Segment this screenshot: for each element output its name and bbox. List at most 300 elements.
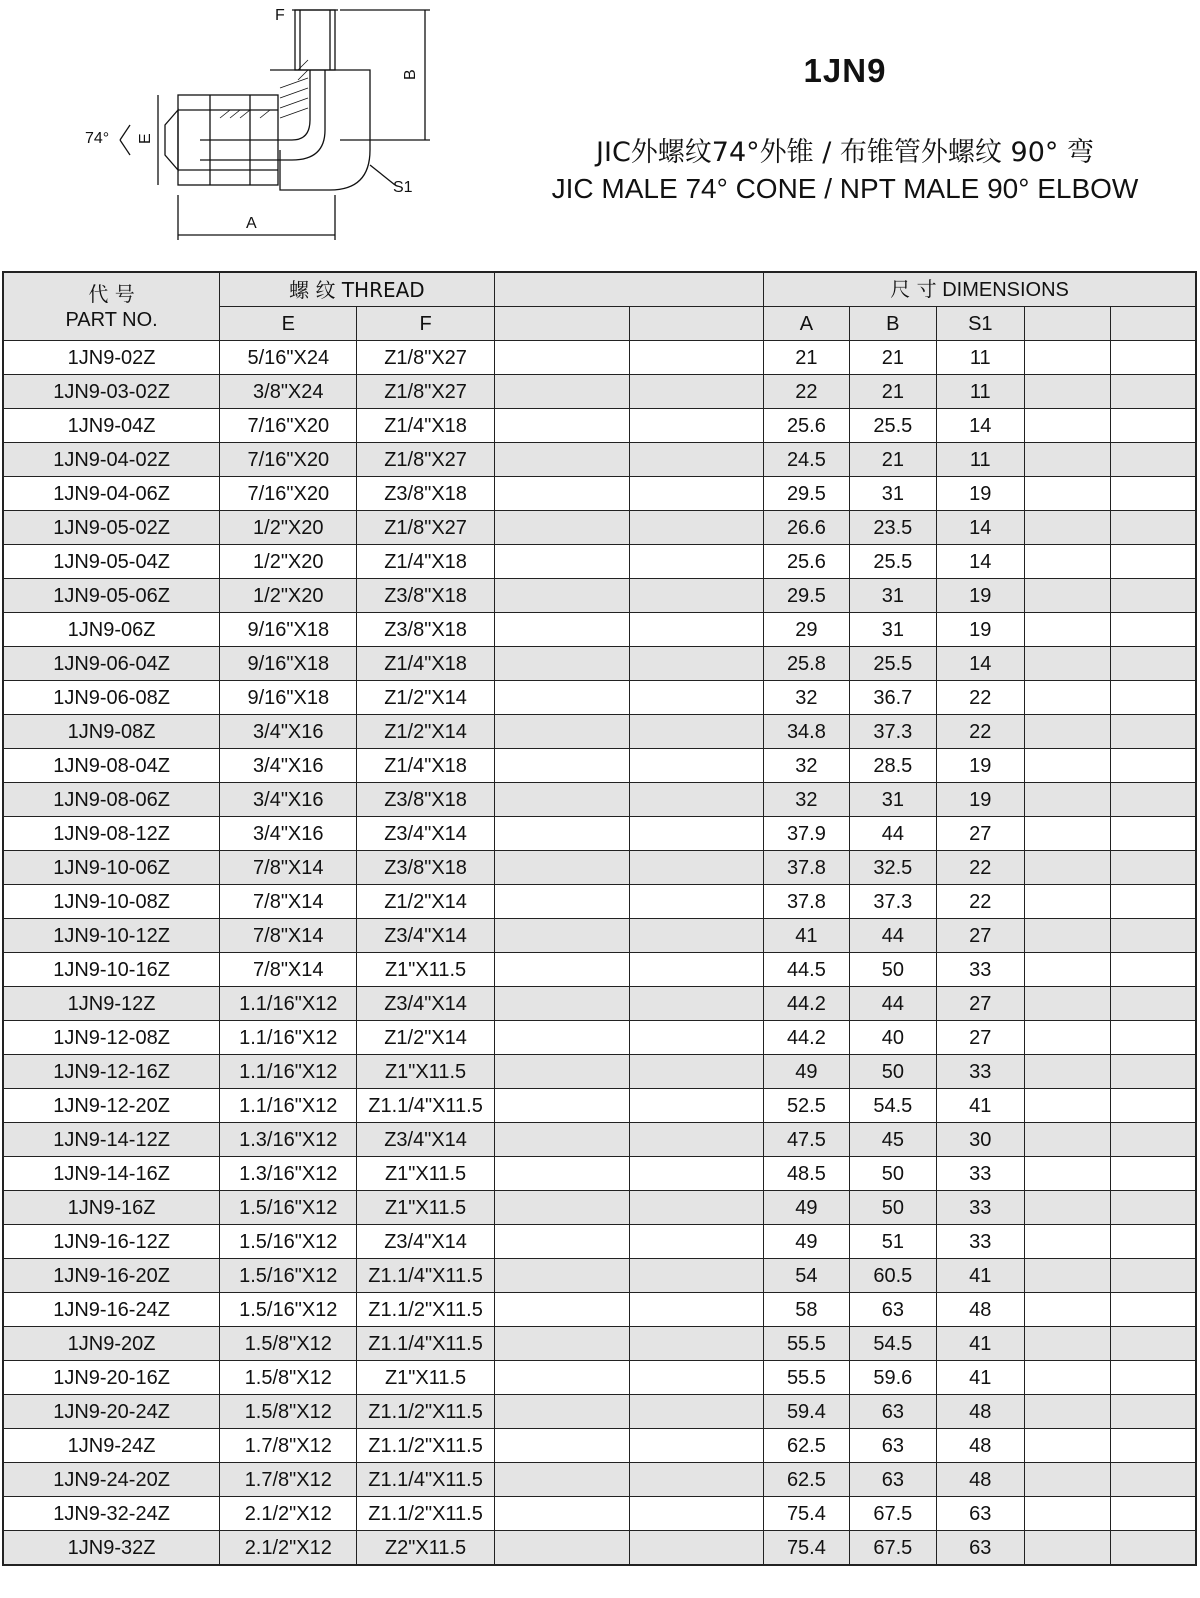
cell-part-no: 1JN9-10-12Z	[3, 919, 220, 953]
cell-part-no: 1JN9-04-06Z	[3, 477, 220, 511]
cell-blank	[629, 341, 763, 375]
cell-a: 32	[764, 783, 849, 817]
cell-blank	[1110, 1429, 1196, 1463]
cell-blank	[1024, 1225, 1110, 1259]
table-row	[3, 885, 1196, 919]
cell-b: 50	[849, 1055, 936, 1089]
cell-blank	[494, 783, 629, 817]
cell-f: Z1/2"X14	[357, 885, 494, 919]
cell-blank	[1024, 1259, 1110, 1293]
cell-f: Z1/2"X14	[357, 715, 494, 749]
cell-a: 75.4	[764, 1497, 849, 1531]
cell-blank	[1110, 749, 1196, 783]
cell-b: 63	[849, 1293, 936, 1327]
cell-b: 45	[849, 1123, 936, 1157]
cell-b: 63	[849, 1395, 936, 1429]
cell-s1: 22	[937, 885, 1024, 919]
title-block	[520, 52, 1170, 205]
cell-b: 25.5	[849, 647, 936, 681]
cell-f: Z1.1/4"X11.5	[357, 1089, 494, 1123]
cell-b: 36.7	[849, 681, 936, 715]
cell-blank	[1110, 477, 1196, 511]
cell-blank	[494, 1259, 629, 1293]
cell-blank	[494, 749, 629, 783]
cell-s1: 48	[937, 1463, 1024, 1497]
cell-s1: 48	[937, 1293, 1024, 1327]
cell-blank	[629, 511, 763, 545]
cell-blank	[629, 1089, 763, 1123]
cell-blank	[1024, 341, 1110, 375]
cell-blank	[629, 1531, 763, 1566]
cell-b: 32.5	[849, 851, 936, 885]
header-part-no-en: PART NO.	[65, 308, 158, 331]
cell-e: 2.1/2"X12	[220, 1497, 357, 1531]
cell-b: 51	[849, 1225, 936, 1259]
cell-blank	[1110, 1531, 1196, 1566]
cell-blank	[1024, 1395, 1110, 1429]
cell-b: 67.5	[849, 1531, 936, 1566]
cell-blank	[629, 919, 763, 953]
cell-a: 49	[764, 1191, 849, 1225]
table-row	[3, 783, 1196, 817]
cell-blank	[629, 681, 763, 715]
cell-s1: 14	[937, 511, 1024, 545]
label-b: B	[402, 69, 419, 80]
cell-blank	[1110, 1225, 1196, 1259]
cell-a: 34.8	[764, 715, 849, 749]
cell-s1: 48	[937, 1429, 1024, 1463]
cell-a: 44.2	[764, 987, 849, 1021]
cell-part-no: 1JN9-08Z	[3, 715, 220, 749]
cell-e: 7/8"X14	[220, 919, 357, 953]
cell-b: 63	[849, 1463, 936, 1497]
cell-b: 44	[849, 817, 936, 851]
cell-blank	[629, 1361, 763, 1395]
cell-blank	[629, 783, 763, 817]
cell-s1: 33	[937, 1191, 1024, 1225]
cell-e: 7/16"X20	[220, 409, 357, 443]
cell-e: 1.5/8"X12	[220, 1395, 357, 1429]
cell-blank	[1110, 647, 1196, 681]
table-row	[3, 477, 1196, 511]
table-row	[3, 1157, 1196, 1191]
cell-blank	[1024, 1463, 1110, 1497]
cell-part-no: 1JN9-14-16Z	[3, 1157, 220, 1191]
cell-a: 62.5	[764, 1429, 849, 1463]
cell-f: Z1"X11.5	[357, 1055, 494, 1089]
cell-b: 23.5	[849, 511, 936, 545]
cell-b: 40	[849, 1021, 936, 1055]
header-col-blank-2	[629, 307, 763, 341]
cell-blank	[494, 851, 629, 885]
cell-s1: 33	[937, 1055, 1024, 1089]
cell-a: 55.5	[764, 1361, 849, 1395]
table-row	[3, 919, 1196, 953]
cell-f: Z3/8"X18	[357, 613, 494, 647]
cell-blank	[629, 409, 763, 443]
cell-f: Z3/8"X18	[357, 477, 494, 511]
cell-part-no: 1JN9-16-20Z	[3, 1259, 220, 1293]
cell-blank	[1110, 1123, 1196, 1157]
cell-b: 37.3	[849, 715, 936, 749]
cell-s1: 33	[937, 1225, 1024, 1259]
cell-s1: 33	[937, 1157, 1024, 1191]
cell-blank	[1024, 953, 1110, 987]
fitting-drawing	[70, 0, 470, 250]
cell-e: 1.1/16"X12	[220, 987, 357, 1021]
cell-a: 25.6	[764, 409, 849, 443]
cell-blank	[629, 1395, 763, 1429]
cell-a: 54	[764, 1259, 849, 1293]
table-row	[3, 1055, 1196, 1089]
table-row	[3, 1497, 1196, 1531]
cell-blank	[1024, 715, 1110, 749]
cell-blank	[494, 1463, 629, 1497]
cell-s1: 33	[937, 953, 1024, 987]
cell-b: 50	[849, 953, 936, 987]
cell-blank	[1110, 1497, 1196, 1531]
cell-blank	[1024, 1021, 1110, 1055]
cell-blank	[1024, 1089, 1110, 1123]
cell-s1: 27	[937, 817, 1024, 851]
cell-blank	[1024, 477, 1110, 511]
cell-part-no: 1JN9-24-20Z	[3, 1463, 220, 1497]
cell-s1: 30	[937, 1123, 1024, 1157]
header-dimensions-group	[764, 272, 1196, 307]
header-col-a: A	[764, 307, 849, 341]
cell-s1: 63	[937, 1497, 1024, 1531]
cell-blank	[629, 545, 763, 579]
cell-f: Z1"X11.5	[357, 953, 494, 987]
cell-f: Z1/4"X18	[357, 409, 494, 443]
cell-blank	[1110, 1055, 1196, 1089]
cell-blank	[494, 1089, 629, 1123]
cell-e: 3/4"X16	[220, 817, 357, 851]
cell-blank	[494, 511, 629, 545]
cell-blank	[1110, 1021, 1196, 1055]
table-row	[3, 1361, 1196, 1395]
cell-blank	[1110, 783, 1196, 817]
cell-f: Z1/4"X18	[357, 545, 494, 579]
table-row	[3, 1429, 1196, 1463]
cell-blank	[494, 715, 629, 749]
cell-blank	[494, 1055, 629, 1089]
cell-blank	[494, 1361, 629, 1395]
label-a: A	[246, 215, 257, 232]
header-col-s1: S1	[937, 307, 1024, 341]
cell-a: 37.9	[764, 817, 849, 851]
cell-part-no: 1JN9-06-04Z	[3, 647, 220, 681]
cell-e: 7/16"X20	[220, 443, 357, 477]
cell-blank	[1024, 613, 1110, 647]
cell-blank	[629, 579, 763, 613]
header-part-no	[3, 272, 220, 341]
cell-b: 50	[849, 1157, 936, 1191]
cell-s1: 19	[937, 477, 1024, 511]
cell-e: 1.7/8"X12	[220, 1463, 357, 1497]
table-row	[3, 1123, 1196, 1157]
cell-blank	[494, 681, 629, 715]
cell-blank	[1110, 817, 1196, 851]
cell-blank	[1024, 511, 1110, 545]
cell-e: 9/16"X18	[220, 613, 357, 647]
cell-part-no: 1JN9-05-02Z	[3, 511, 220, 545]
table-row	[3, 1225, 1196, 1259]
table-row	[3, 1089, 1196, 1123]
cell-b: 21	[849, 341, 936, 375]
cell-blank	[1110, 613, 1196, 647]
cell-blank	[1110, 579, 1196, 613]
cell-e: 1/2"X20	[220, 511, 357, 545]
header-col-blank-1	[494, 307, 629, 341]
model-title: 1JN9	[803, 52, 887, 89]
cell-e: 1.7/8"X12	[220, 1429, 357, 1463]
table-body	[3, 341, 1196, 1566]
cell-blank	[1110, 1395, 1196, 1429]
cell-a: 44.2	[764, 1021, 849, 1055]
cell-blank	[494, 647, 629, 681]
cell-s1: 11	[937, 443, 1024, 477]
cell-blank	[1024, 1293, 1110, 1327]
cell-s1: 27	[937, 1021, 1024, 1055]
cell-part-no: 1JN9-08-04Z	[3, 749, 220, 783]
cell-e: 1.5/16"X12	[220, 1191, 357, 1225]
cell-s1: 14	[937, 545, 1024, 579]
cell-blank	[629, 1055, 763, 1089]
cell-blank	[1024, 1157, 1110, 1191]
cell-blank	[1110, 443, 1196, 477]
cell-s1: 63	[937, 1531, 1024, 1566]
cell-f: Z1/8"X27	[357, 375, 494, 409]
cone-tip	[165, 110, 178, 170]
cell-a: 47.5	[764, 1123, 849, 1157]
cell-f: Z1.1/2"X11.5	[357, 1293, 494, 1327]
cell-blank	[629, 1463, 763, 1497]
cell-part-no: 1JN9-12Z	[3, 987, 220, 1021]
cell-a: 29.5	[764, 579, 849, 613]
cell-blank	[629, 1293, 763, 1327]
cell-a: 25.6	[764, 545, 849, 579]
cell-part-no: 1JN9-04-02Z	[3, 443, 220, 477]
cell-blank	[1110, 953, 1196, 987]
cell-blank	[494, 1327, 629, 1361]
cell-blank	[629, 715, 763, 749]
cell-f: Z1"X11.5	[357, 1157, 494, 1191]
cell-blank	[1110, 511, 1196, 545]
table-row	[3, 817, 1196, 851]
cell-a: 29.5	[764, 477, 849, 511]
table-row	[3, 341, 1196, 375]
cell-e: 3/8"X24	[220, 375, 357, 409]
cell-blank	[1024, 443, 1110, 477]
cell-a: 22	[764, 375, 849, 409]
cell-blank	[1024, 375, 1110, 409]
cell-blank	[1110, 1361, 1196, 1395]
cell-a: 48.5	[764, 1157, 849, 1191]
label-f: F	[275, 7, 285, 24]
cell-f: Z1/8"X27	[357, 511, 494, 545]
cell-f: Z3/4"X14	[357, 1225, 494, 1259]
cell-blank	[494, 1497, 629, 1531]
cell-blank	[494, 1191, 629, 1225]
cell-s1: 27	[937, 919, 1024, 953]
cell-s1: 41	[937, 1327, 1024, 1361]
table-row	[3, 1293, 1196, 1327]
label-s1: S1	[393, 179, 413, 196]
cell-f: Z1"X11.5	[357, 1361, 494, 1395]
table-row	[3, 1259, 1196, 1293]
cell-e: 1.5/16"X12	[220, 1293, 357, 1327]
cell-blank	[494, 613, 629, 647]
subtitle-chinese: JIC外螺纹74°外锥 / 布锥管外螺纹 90° 弯	[596, 137, 1094, 168]
header-dimensions-en: DIMENSIONS	[942, 279, 1069, 301]
cell-e: 1.1/16"X12	[220, 1055, 357, 1089]
cell-blank	[1024, 1123, 1110, 1157]
cell-b: 21	[849, 375, 936, 409]
cell-blank	[1110, 1157, 1196, 1191]
cell-f: Z1"X11.5	[357, 1191, 494, 1225]
table-row	[3, 443, 1196, 477]
cell-f: Z1.1/4"X11.5	[357, 1463, 494, 1497]
table-row	[3, 1191, 1196, 1225]
cell-blank	[494, 341, 629, 375]
cell-e: 1.1/16"X12	[220, 1089, 357, 1123]
cell-blank	[629, 1429, 763, 1463]
cell-blank	[1024, 1327, 1110, 1361]
cell-blank	[494, 1225, 629, 1259]
cell-b: 59.6	[849, 1361, 936, 1395]
cell-blank	[1024, 817, 1110, 851]
cell-blank	[1024, 1361, 1110, 1395]
cell-e: 9/16"X18	[220, 681, 357, 715]
cell-b: 31	[849, 579, 936, 613]
cell-blank	[629, 953, 763, 987]
cell-blank	[1110, 1293, 1196, 1327]
npt-thread-section	[295, 10, 335, 70]
cell-s1: 11	[937, 375, 1024, 409]
cell-blank	[1024, 851, 1110, 885]
cell-blank	[1110, 1089, 1196, 1123]
cell-f: Z1/2"X14	[357, 1021, 494, 1055]
cell-blank	[629, 1327, 763, 1361]
cell-s1: 22	[937, 715, 1024, 749]
cell-b: 44	[849, 987, 936, 1021]
cell-blank	[494, 545, 629, 579]
cell-s1: 14	[937, 647, 1024, 681]
cell-part-no: 1JN9-12-08Z	[3, 1021, 220, 1055]
table-row	[3, 715, 1196, 749]
cell-f: Z3/4"X14	[357, 1123, 494, 1157]
table-row	[3, 1395, 1196, 1429]
cell-a: 62.5	[764, 1463, 849, 1497]
cell-e: 7/8"X14	[220, 953, 357, 987]
cell-f: Z1.1/2"X11.5	[357, 1429, 494, 1463]
cell-e: 1/2"X20	[220, 579, 357, 613]
cell-s1: 19	[937, 783, 1024, 817]
cell-part-no: 1JN9-02Z	[3, 341, 220, 375]
cell-b: 60.5	[849, 1259, 936, 1293]
cell-e: 1.5/16"X12	[220, 1225, 357, 1259]
cell-blank	[1024, 987, 1110, 1021]
cell-part-no: 1JN9-06Z	[3, 613, 220, 647]
header-dimensions-cn: 尺 寸	[890, 277, 937, 301]
cell-blank	[629, 613, 763, 647]
cell-blank	[629, 1157, 763, 1191]
table-row	[3, 647, 1196, 681]
cell-a: 49	[764, 1055, 849, 1089]
cell-part-no: 1JN9-32-24Z	[3, 1497, 220, 1531]
cell-b: 37.3	[849, 885, 936, 919]
cell-blank	[494, 817, 629, 851]
subtitle-english: JIC MALE 74° CONE / NPT MALE 90° ELBOW	[551, 173, 1139, 204]
cell-blank	[629, 1497, 763, 1531]
cell-part-no: 1JN9-04Z	[3, 409, 220, 443]
cell-part-no: 1JN9-10-08Z	[3, 885, 220, 919]
cell-a: 49	[764, 1225, 849, 1259]
cell-e: 9/16"X18	[220, 647, 357, 681]
header-col-b: B	[849, 307, 936, 341]
cell-s1: 19	[937, 579, 1024, 613]
cell-f: Z3/8"X18	[357, 851, 494, 885]
cell-f: Z3/4"X14	[357, 987, 494, 1021]
cell-a: 25.8	[764, 647, 849, 681]
cell-s1: 41	[937, 1089, 1024, 1123]
cell-blank	[1110, 1463, 1196, 1497]
cell-blank	[494, 477, 629, 511]
cell-blank	[494, 1531, 629, 1566]
cell-blank	[1024, 885, 1110, 919]
cell-blank	[494, 579, 629, 613]
cell-blank	[494, 1395, 629, 1429]
cell-f: Z3/4"X14	[357, 919, 494, 953]
cell-blank	[1110, 987, 1196, 1021]
cell-b: 54.5	[849, 1089, 936, 1123]
cell-blank	[629, 1123, 763, 1157]
cell-blank	[629, 749, 763, 783]
cell-blank	[1024, 919, 1110, 953]
cell-a: 26.6	[764, 511, 849, 545]
cell-b: 25.5	[849, 409, 936, 443]
cell-blank	[494, 409, 629, 443]
cell-part-no: 1JN9-06-08Z	[3, 681, 220, 715]
table-row	[3, 1327, 1196, 1361]
cell-blank	[629, 851, 763, 885]
cell-s1: 22	[937, 851, 1024, 885]
cell-blank	[629, 1259, 763, 1293]
cell-a: 32	[764, 681, 849, 715]
cell-b: 67.5	[849, 1497, 936, 1531]
table-row	[3, 681, 1196, 715]
cell-part-no: 1JN9-16Z	[3, 1191, 220, 1225]
cell-blank	[629, 987, 763, 1021]
cell-s1: 27	[937, 987, 1024, 1021]
cell-blank	[1110, 851, 1196, 885]
cell-f: Z1.1/4"X11.5	[357, 1327, 494, 1361]
cell-a: 37.8	[764, 885, 849, 919]
cell-blank	[494, 987, 629, 1021]
table-header-row-1	[3, 272, 1196, 307]
cell-blank	[494, 375, 629, 409]
cell-f: Z1/2"X14	[357, 681, 494, 715]
cell-f: Z3/4"X14	[357, 817, 494, 851]
cell-part-no: 1JN9-08-12Z	[3, 817, 220, 851]
cell-s1: 14	[937, 409, 1024, 443]
cell-part-no: 1JN9-03-02Z	[3, 375, 220, 409]
label-e: E	[137, 133, 154, 144]
cell-part-no: 1JN9-20Z	[3, 1327, 220, 1361]
header-blank-group	[494, 272, 763, 307]
cell-a: 75.4	[764, 1531, 849, 1566]
